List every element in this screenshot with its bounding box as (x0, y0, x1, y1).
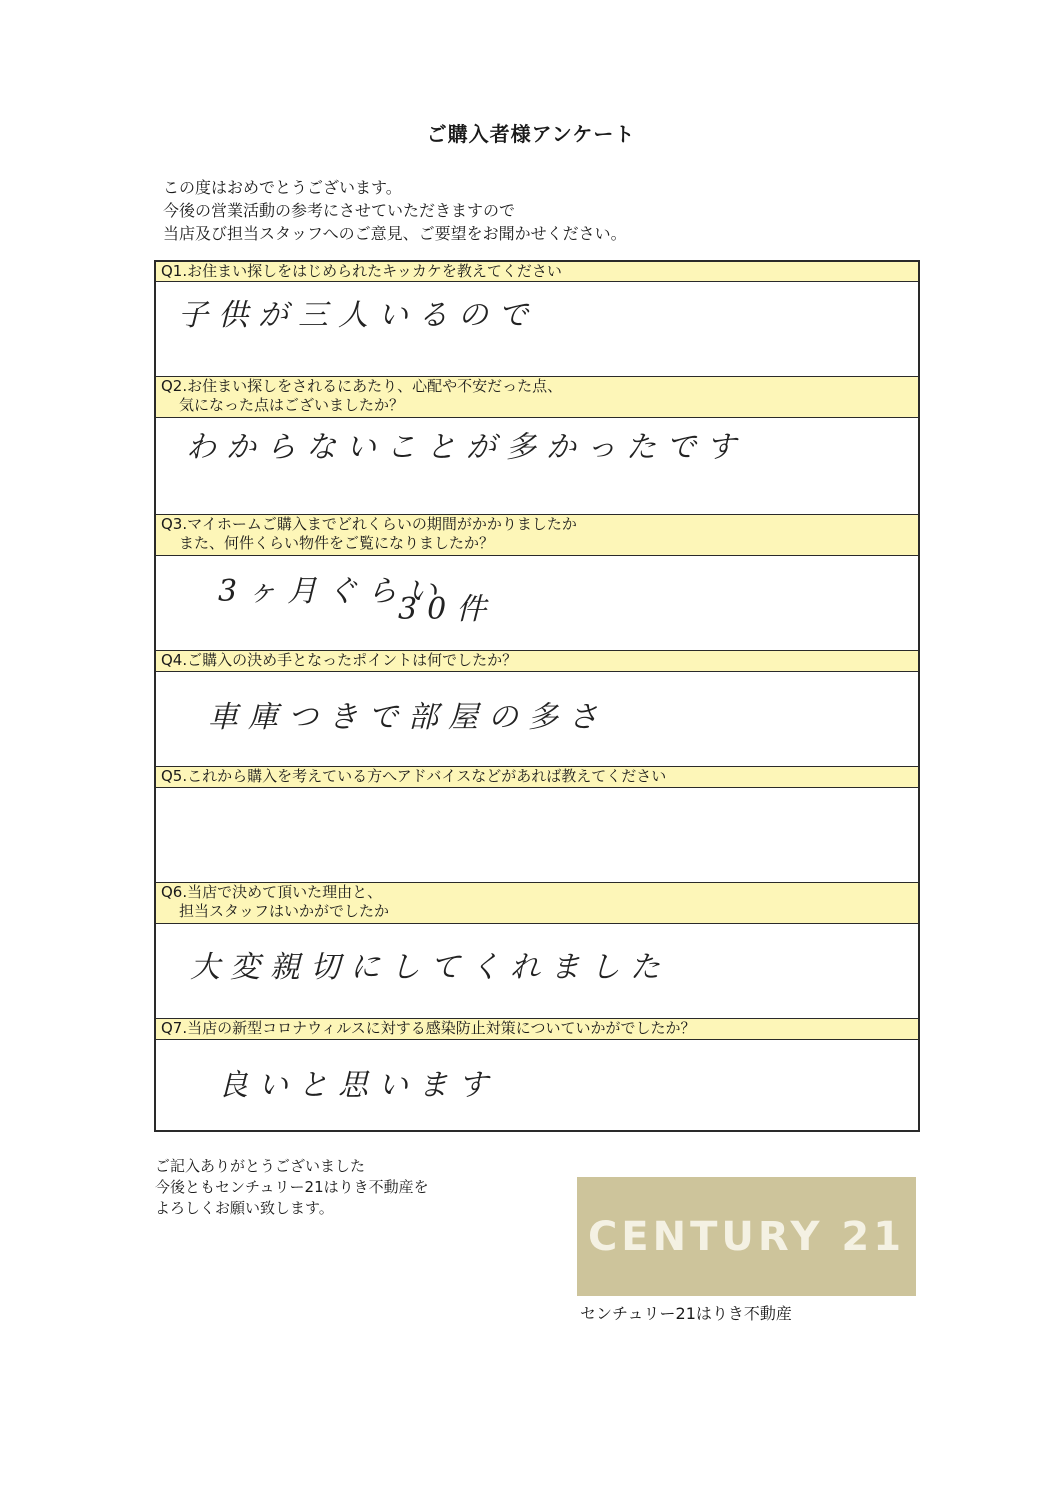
closing-line: よろしくお願い致します。 (155, 1199, 334, 1217)
century21-logo (577, 1177, 916, 1296)
question-4-label: Q4.ご購入の決め手となったポイントは何でしたか？ (156, 650, 918, 672)
question-1-label: Q1.お住まい探しをはじめられたキッカケを教えてください (156, 262, 918, 282)
question-6-label: Q6.当店で決めて頂いた理由と、 担当スタッフはいかがでしたか (156, 882, 918, 924)
answer-7: 良いと思います (218, 1068, 498, 1103)
survey-form (154, 260, 920, 1132)
intro-line: 今後の営業活動の参考にさせていただきますので (163, 201, 516, 220)
intro-text (163, 176, 627, 245)
answer-4: 車庫つきで部屋の多さ (208, 700, 608, 735)
closing-line: ご記入ありがとうございました (155, 1157, 366, 1175)
question-3-label: Q3.マイホームご購入までどれくらいの期間がかかりましたか また、何件くらい物件をご覧になりましたか？ (156, 514, 918, 556)
logo-text: CENTURY 21 (587, 1213, 906, 1260)
question-7-label: Q7.当店の新型コロナウィルスに対する感染防止対策についていかがでしたか？ (156, 1018, 918, 1040)
answer-3-period: 3ヶ月ぐらい (218, 574, 448, 609)
page-title: ご購入者様アンケート (426, 122, 636, 146)
answer-1: 子供が三人いるので (178, 298, 538, 333)
answer-3-count: 30件 (398, 592, 497, 627)
closing-message (155, 1156, 429, 1219)
question-5-label: Q5.これから購入を考えている方へアドバイスなどがあれば教えてください (156, 766, 918, 788)
intro-line: 当店及び担当スタッフへのご意見、ご要望をお聞かせください。 (163, 224, 627, 243)
question-2-label: Q2.お住まい探しをされるにあたり、心配や不安だった点、 気になった点はございましたか？ (156, 376, 918, 418)
answer-2: わからないことが多かったです (186, 430, 746, 465)
answer-6: 大変親切にしてくれました (190, 950, 670, 985)
closing-line: 今後ともセンチュリー21はりき不動産を (155, 1178, 429, 1196)
intro-line: この度はおめでとうございます。 (163, 178, 402, 197)
company-name: センチュリー21はりき不動産 (580, 1304, 792, 1323)
